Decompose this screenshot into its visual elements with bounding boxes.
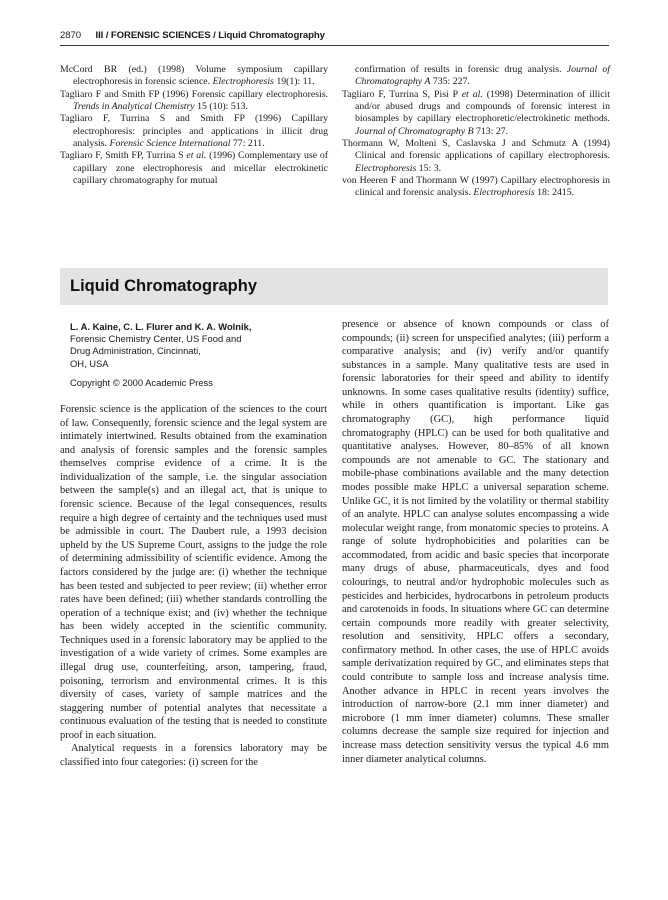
header-rule <box>60 45 609 46</box>
journal-title: Forensic Science International <box>109 138 231 150</box>
reference-item: Tagliaro F, Turrina S and Smith FP (1996) Capillary electrophoresis: principles and applications in illicit drug analysis. Forensic Science International 77: 211. <box>60 113 328 150</box>
section-title-band <box>60 268 608 305</box>
references-left-column <box>60 64 328 187</box>
reference-item: McCord BR (ed.) (1998) Volume symposium capillary electrophoresis in forensic science. Electrophoresis 19(1): 11. <box>60 64 328 88</box>
body-paragraph: Analytical requests in a forensics laboratory may be classified into four categories: (i) screen for the <box>60 743 327 769</box>
references-right-column <box>342 64 610 200</box>
body-paragraph: Forensic science is the application of the sciences to the court of law. Consequently, forensic science and the legal system are intimately intertwined. Results obtained from the examination and analysis of forensic samples and the forensic samples themselves comprise evidence of a crime. It is the individualization of the sample, i.e. the singular association between the sample(s) and an illegal act, that is unique to forensic science. Because of the legal consequences, results require a high degree of certainty and the techniques used must be admissible in court. The Daubert rule, a 1993 decision upheld by the US Supreme Court, assigns to the judge the role of determining admissibility of scientific evidence. Among the factors considered by the judge are: (i) whether the technique has been tested and subjected to peer review; (ii) whether error rates have been defined; (iii) whether standards controlling the operation of a technique exist; and (iv) whether the technique has been widely accepted in the scientific community. Techniques used in a forensic laboratory may be applied to the investigation of a wide variety of crimes. Some examples are illegal drug use, counterfeiting, arson, tampering, fraud, poisoning, terrorism and environmental crimes. It is this diversity of cases, variety of sample matrices and the staggering number of potential analytes that necessitate a continuous evaluation of the testing that is needed to constitute proof in each situation. <box>60 404 327 741</box>
author-block <box>70 321 330 370</box>
journal-title: Journal of Chromatography B <box>355 125 474 137</box>
running-title: III / FORENSIC SCIENCES / Liquid Chromatography <box>95 30 325 41</box>
reference-item: Tagliaro F, Smith FP, Turrina S et al. (1996) Complementary use of capillary zone electrophoresis and micellar electrokinetic capillary chromatography for mutual <box>60 150 328 187</box>
copyright-line: Copyright © 2000 Academic Press <box>70 377 213 388</box>
section-title: Liquid Chromatography <box>70 277 257 295</box>
author-affiliation: Forensic Chemistry Center, US Food and <box>70 333 242 345</box>
journal-title: Electrophoresis <box>212 76 274 88</box>
reference-item: Tagliaro F and Smith FP (1996) Forensic capillary electrophoresis. Trends in Analytical Chemistry 15 (10): 513. <box>60 88 328 113</box>
journal-title: Electrophoresis <box>355 162 417 174</box>
journal-title: Journal of Chromatography A <box>355 64 610 88</box>
author-affiliation: Drug Administration, Cincinnati, <box>70 345 201 357</box>
journal-title: Trends in Analytical Chemistry <box>73 101 195 113</box>
author-affiliation: OH, USA <box>70 357 109 369</box>
reference-item: von Heeren F and Thormann W (1997) Capillary electrophoresis in clinical and forensic analysis. Electrophoresis 18: 2415. <box>342 175 610 199</box>
body-right-column <box>342 318 609 766</box>
reference-item-continued: confirmation of results in forensic drug analysis. Journal of Chromatography A 735: 227. <box>355 64 610 88</box>
reference-item: Tagliaro F, Turrina S, Pisi P et al. (1998) Determination of illicit and/or abused drugs and compounds of forensic interest in biosamples by capillary electrophoretic/electrokinetic methods. Journal of Chromatography B 713: 27. <box>342 88 610 137</box>
running-header <box>60 30 610 44</box>
body-left-column <box>60 403 327 770</box>
body-paragraph: presence or absence of known compounds or class of compounds; (ii) screen for unspecified analytes; (iii) perform a comparative analysis; and (iv) verify and/or quantify substances in a sample. Many qualitative tests are used in forensic laboratories for their speed and ability to identify unknowns. In some cases qualitative results (identity) suffice, while in others quantification is important. Like gas chromatography (GC), high performance liquid chromatography (HPLC) can be used for both qualitative and quantitative analyses. However, 80–85% of all known compounds are not amenable to GC. The stationary and mobile-phase combinations available and the many detection modes possible make HPLC a universal separation scheme. Unlike GC, it is not limited by the volatility or thermal stability of an analyte. HPLC can analyse solutes encompassing a wide molecular weight range, from monatomic species to proteins. A range of solute hydrophobicities and polarities can be accommodated, from acidic and basic species that incorporate many drugs of abuse, pharmaceuticals, dyes and food colourings, to neutral and/or hydrophobic molecules such as pesticides and herbicides, hydrocarbons in petroleum products and carotenoids in foods. In situations where GC can determine certain compounds more readily with greater selectivity, resolution and sensitivity, HPLC offers a secondary, confirmatory method. In other cases, the use of HPLC avoids sample derivatization required by GC, and eliminates steps that could contribute to sample loss and increase analysis time. Another advance in HPLC in recent years involves the introduction of narrow-bore (2.1 mm inner diameter) and microbore (1 mm inner diameter) columns. These smaller columns decrease the sample size required for injection and increase mass detection sensitivity versus the typical 4.6 mm inner diameter analytical columns. <box>342 319 609 765</box>
author-names: L. A. Kaine, C. L. Flurer and K. A. Wolnik, <box>70 321 252 332</box>
page-number: 2870 <box>60 30 81 41</box>
reference-item: Thormann W, Molteni S, Caslavska J and Schmutz A (1994) Clinical and forensic applications of capillary electrophoresis. Electrophoresis 15: 3. <box>342 138 610 174</box>
journal-title: Electrophoresis <box>473 187 535 199</box>
